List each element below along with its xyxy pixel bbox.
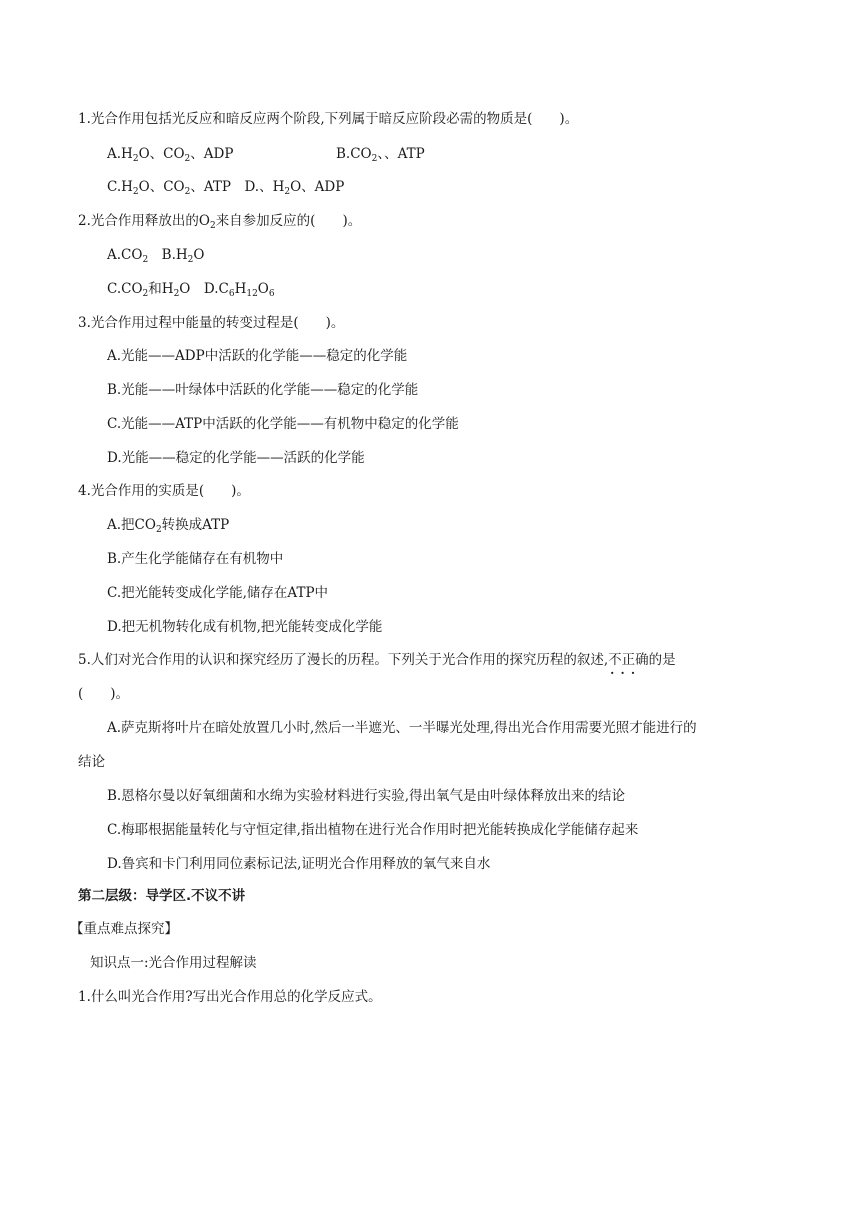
q5-option-c: C.梅耶根据能量转化与守恒定律,指出植物在进行光合作用时把光能转换成化学能储存起来 [107,822,639,838]
item-1: 1.什么叫光合作用?写出光合作用总的化学反应式。 [78,989,382,1005]
q1-option-c-d: $C.H_2O$、$CO_2$、ATP D.、$H_2O$、ADP [107,179,345,197]
q2-stem: 2.光合作用释放出的$O_2$来自参加反应的( )。 [78,213,362,231]
q4-option-b: B.产生化学能储存在有机物中 [107,551,284,567]
q5-option-b: B.恩格尔曼以好氧细菌和水绵为实验材料进行实验,得出氧气是由叶绿体释放出来的结论 [107,788,626,804]
q1-stem: 1.光合作用包括光反应和暗反应两个阶段,下列属于暗反应阶段必需的物质是( )。 [78,111,579,127]
section-heading: 第二层级：导学区.不议不讲 [78,888,246,904]
q3-option-a: A.光能——ADP中活跃的化学能——稳定的化学能 [107,348,408,364]
q2-option-a-b: $A.CO_2$ $B.H_2O$ [107,247,205,265]
q3-option-b: B.光能——叶绿体中活跃的化学能——稳定的化学能 [107,382,419,398]
q5-stem-line2: ( )。 [78,686,130,702]
q5-emphasis: 不正确 · · · [608,652,649,668]
q5-option-d: D.鲁宾和卡门利用同位素标记法,证明光合作用释放的氧气来自水 [107,856,491,872]
q2-option-c-d: $C.CO_2$和$H_2O$ $D.C_6H_{12}O_6$ [107,281,275,299]
q1-option-a: $A.H_2O$、$CO_2$、ADP [107,146,234,164]
section-subheading: 【重点难点探究】 [70,921,178,937]
q1-option-b: $B.CO_2$、、ATP [336,146,425,164]
q4-option-c: C.把光能转变成化学能,储存在ATP中 [107,585,329,601]
q3-option-d: D.光能——稳定的化学能——活跃的化学能 [107,450,365,466]
q3-option-c: C.光能——ATP中活跃的化学能——有机物中稳定的化学能 [107,416,459,432]
q5-option-a-cont: 结论 [78,754,105,770]
q3-stem: 3.光合作用过程中能量的转变过程是( )。 [78,315,345,331]
q4-stem: 4.光合作用的实质是( )。 [78,483,250,499]
q4-option-a: A.把$CO_2$转换成ATP [107,517,230,535]
knowledge-point-1: 知识点一:光合作用过程解读 [90,955,257,971]
q5-option-a: A.萨克斯将叶片在暗处放置几小时,然后一半遮光、一半曝光处理,得出光合作用需要光照才能进行的 [107,720,697,736]
q5-stem: 5.人们对光合作用的认识和探究经历了漫长的历程。下列关于光合作用的探究历程的叙述,不正确 · · ·的是 [78,651,676,669]
q4-option-d: D.把无机物转化成有机物,把光能转变成化学能 [107,619,383,635]
